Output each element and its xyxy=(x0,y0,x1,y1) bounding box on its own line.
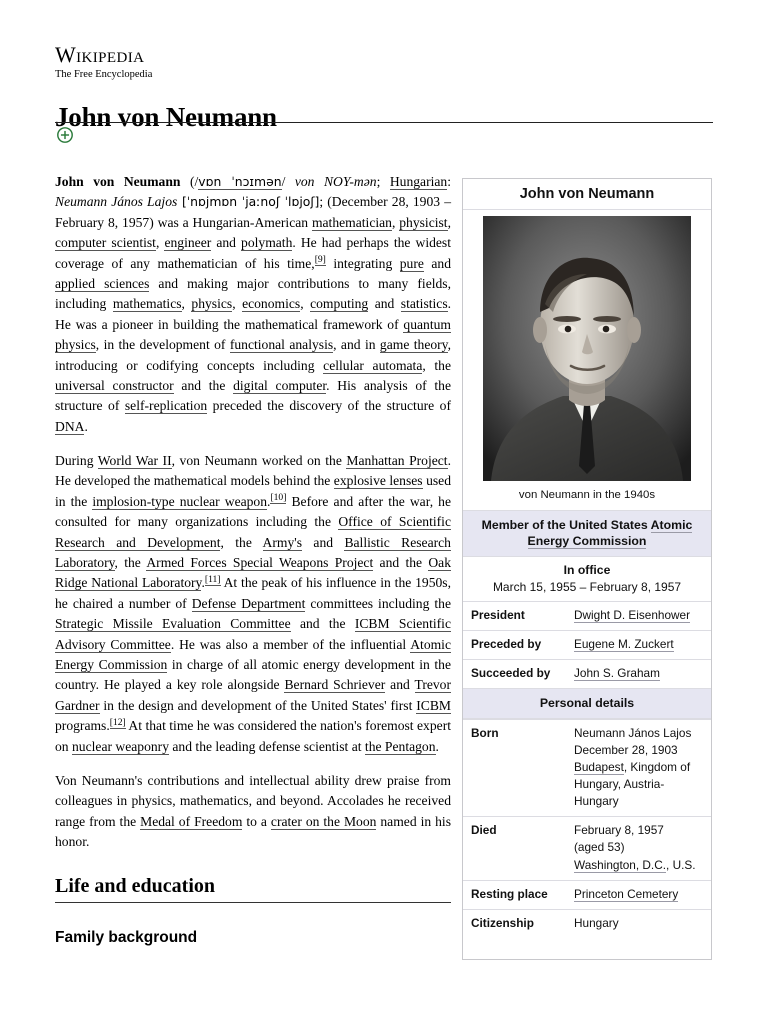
lead-introducing: , introducing or codifying concepts including xyxy=(55,337,451,373)
link-oak-ridge[interactable]: Oak Ridge National Laboratory xyxy=(55,555,451,591)
subject-name: John von Neumann xyxy=(55,174,181,189)
p2-atthattime: At that time he was considered the nation's foremost expert on xyxy=(55,718,451,754)
link-mathematician[interactable]: mathematician xyxy=(311,214,392,230)
portrait-photo[interactable] xyxy=(483,216,691,481)
lead-integrating: integrating xyxy=(325,255,400,271)
sep: , and in xyxy=(333,337,380,353)
page-title: John von Neumann xyxy=(55,102,277,133)
infobox-row-succeeded-by xyxy=(463,659,711,688)
p2-peak: At the peak of his influence in the 1950s, he chaired a number of xyxy=(55,575,451,611)
infobox-label-resting-place: Resting place xyxy=(471,886,548,901)
lead-analysis: . His analysis of the structure of xyxy=(55,377,452,414)
sep: and xyxy=(211,235,242,251)
sep: and the xyxy=(373,555,429,571)
subsection-heading-family-background: Family background xyxy=(55,928,198,946)
link-ballistic-research-laboratory[interactable]: Ballistic Research Laboratory xyxy=(55,534,451,571)
infobox-label-born: Born xyxy=(471,725,499,740)
link-functional-analysis[interactable]: functional analysis xyxy=(229,337,334,353)
sep: , xyxy=(232,296,243,312)
p2-during: During xyxy=(55,453,98,469)
infobox-row-president xyxy=(463,601,711,630)
infobox-title: John von Neumann xyxy=(463,179,711,210)
link-icbm[interactable]: ICBM xyxy=(416,697,451,713)
link-polymath[interactable]: polymath xyxy=(241,235,293,251)
lead-dates: ; (December 28, 1903 – February 8, 1957) was a Hungarian-American xyxy=(55,194,451,230)
lead-sep: ; xyxy=(376,174,390,189)
link-defense-department[interactable]: Defense Department xyxy=(191,595,306,611)
wikipedia-masthead xyxy=(55,44,455,81)
article-body xyxy=(55,172,451,947)
sep: and the xyxy=(290,616,355,632)
sep: and xyxy=(368,296,401,312)
link-explosive-lenses[interactable]: explosive lenses xyxy=(333,473,423,489)
link-world-war-ii[interactable]: World War II xyxy=(97,453,172,469)
infobox-bottom-spacer xyxy=(463,938,711,960)
infobox-value-citizenship: Hungary xyxy=(574,915,619,930)
link-quantum-physics[interactable]: quantum physics xyxy=(55,316,451,353)
link-bernard-schriever[interactable]: Bernard Schriever xyxy=(284,677,386,693)
link-crater-on-the-moon[interactable]: crater on the Moon xyxy=(270,813,377,829)
p2-developed: . He developed the mathematical models behind the xyxy=(55,453,451,489)
infobox-value-died xyxy=(570,817,711,879)
paragraph-accolades xyxy=(55,771,451,853)
sep: . xyxy=(267,493,271,509)
p3-text-c: named in his honor. xyxy=(55,813,451,850)
sep: , xyxy=(181,296,192,312)
sep: , the xyxy=(114,555,147,571)
link-computing[interactable]: computing xyxy=(310,296,369,312)
link-aec-infobox[interactable]: Atomic Energy Commission xyxy=(527,517,693,549)
link-engineer[interactable]: engineer xyxy=(164,235,212,251)
sep: and xyxy=(385,677,415,693)
link-princeton-cemetery[interactable]: Princeton Cemetery xyxy=(574,886,679,901)
died-age: (aged 53) xyxy=(574,840,625,855)
sep: , xyxy=(391,214,400,230)
p3-text-a: Von Neumann's contributions and intellectual ability drew praise from colleagues in physics, mathematics, and beyond. Accolades he received range from the xyxy=(55,772,451,829)
infobox-value-preceded-by xyxy=(570,631,711,659)
section-heading-life-and-education: Life and education xyxy=(55,875,451,903)
sep: and the xyxy=(173,377,234,393)
infobox-in-office-label: In office xyxy=(563,563,611,578)
p2-committees: committees including the xyxy=(305,595,451,611)
died-place-rest: , U.S. xyxy=(666,857,696,872)
born-name: Neumann János Lajos xyxy=(574,725,692,740)
lead-contributions: and making major contributions to many fields, including xyxy=(55,275,451,312)
p2-usedin: used in the xyxy=(55,473,452,509)
link-washington-dc[interactable]: Washington, D.C. xyxy=(574,857,667,872)
infobox-label-president: President xyxy=(471,608,525,623)
infobox-label-succeeded-by: Succeeded by xyxy=(471,666,551,681)
link-manhattan-project[interactable]: Manhattan Project xyxy=(346,453,448,469)
lead-text-after-occupations: . He had perhaps the widest coverage of any mathematician of his time, xyxy=(55,235,452,271)
title-divider xyxy=(55,122,713,123)
reference-10[interactable]: [10] xyxy=(270,492,287,504)
link-applied-sciences[interactable]: applied sciences xyxy=(55,275,150,291)
link-icbm-sac[interactable]: ICBM Scientific Advisory Committee xyxy=(55,616,451,652)
sep: to a xyxy=(242,813,271,829)
link-self-replication[interactable]: self-replication xyxy=(124,398,208,414)
born-date: December 28, 1903 xyxy=(574,742,678,757)
sep: . xyxy=(84,418,88,434)
lead-slash: / xyxy=(281,174,295,189)
link-universal-constructor[interactable]: universal constructor xyxy=(55,377,174,393)
hungarian-language-link[interactable]: Hungarian xyxy=(389,174,448,189)
lead-colon: : xyxy=(447,174,451,189)
lead-preceded: preceded the discovery of the structure of xyxy=(207,398,451,414)
link-pure-sciences[interactable]: pure xyxy=(399,255,424,271)
sep: , the xyxy=(220,534,263,550)
infobox-value-succeeded-by xyxy=(570,660,711,688)
p2-member: . He was also a member of the influential xyxy=(170,636,411,652)
link-dwight-eisenhower[interactable]: Dwight D. Eisenhower xyxy=(574,608,691,623)
infobox-value-born xyxy=(570,720,711,816)
born-place-rest: , Kingdom of Hungary, Austria-Hungary xyxy=(574,760,691,809)
link-medal-of-freedom[interactable]: Medal of Freedom xyxy=(140,813,243,829)
link-economics[interactable]: economics xyxy=(242,296,301,312)
ipa-english[interactable]: vɒn ˈnɔɪmən xyxy=(198,174,282,189)
link-physicist[interactable]: physicist xyxy=(399,214,448,230)
infobox-label-citizenship: Citizenship xyxy=(471,915,534,930)
sep: , xyxy=(447,214,451,230)
link-afswp[interactable]: Armed Forces Special Weapons Project xyxy=(146,555,374,571)
link-mathematics[interactable]: mathematics xyxy=(112,296,182,312)
link-statistics[interactable]: statistics xyxy=(400,296,448,312)
sep: . xyxy=(201,575,205,591)
reference-12[interactable]: [12] xyxy=(109,716,126,728)
sep: and xyxy=(423,255,452,271)
link-computer-scientist[interactable]: computer scientist xyxy=(55,235,156,251)
link-smec[interactable]: Strategic Missile Evaluation Committee xyxy=(55,616,291,632)
link-physics[interactable]: physics xyxy=(191,296,233,312)
respelling: von NOY-mən xyxy=(294,174,377,189)
sep: , xyxy=(300,296,311,312)
link-game-theory[interactable]: game theory xyxy=(379,337,448,353)
infobox-row-preceded-by xyxy=(463,630,711,659)
plus-circle-icon[interactable] xyxy=(56,126,74,144)
p2-design: in the design and development of the United States' first xyxy=(99,697,417,713)
link-dna[interactable]: DNA xyxy=(55,418,85,434)
sep: . xyxy=(435,738,439,754)
link-army[interactable]: Army's xyxy=(262,534,303,550)
died-date: February 8, 1957 xyxy=(574,823,664,838)
link-implosion-weapon[interactable]: implosion-type nuclear weapon xyxy=(92,493,268,509)
infobox-label-preceded-by: Preceded by xyxy=(471,637,542,652)
lead-paragraph xyxy=(55,172,451,437)
hungarian-name: Neumann János Lajos xyxy=(55,194,178,210)
link-pentagon[interactable]: the Pentagon xyxy=(364,738,436,754)
infobox-value-resting-place xyxy=(570,881,711,909)
infobox-in-office-dates: March 15, 1955 – February 8, 1957 xyxy=(492,580,682,595)
infobox xyxy=(462,178,712,960)
link-nuclear-weaponry[interactable]: nuclear weaponry xyxy=(72,738,169,754)
sep: , the xyxy=(422,357,452,373)
p2-before-after: Before and after the war, he consulted for many organizations including the xyxy=(55,493,451,530)
infobox-row-died xyxy=(463,816,711,879)
p2-leading: and the leading defense scientist at xyxy=(169,738,365,754)
link-cellular-automata[interactable]: cellular automata xyxy=(323,357,423,373)
sep: , in the development of xyxy=(95,337,230,353)
infobox-image-caption: von Neumann in the 1940s xyxy=(518,489,656,501)
lead-paren-open: (/ xyxy=(180,174,199,189)
sep-space: and xyxy=(302,534,345,550)
infobox-image-container xyxy=(463,210,711,483)
paragraph-wwii xyxy=(55,451,451,757)
lead-pioneer: . He was a pioneer in building the mathematical framework of xyxy=(55,296,452,332)
link-trevor-gardner[interactable]: Trevor Gardner xyxy=(55,677,452,713)
office-band-prefix: Member of the United States xyxy=(481,517,651,532)
infobox-personal-details-band: Personal details xyxy=(463,688,711,719)
reference-9[interactable]: [9] xyxy=(314,254,326,266)
link-budapest[interactable]: Budapest xyxy=(574,760,624,775)
sep: , xyxy=(155,235,165,251)
reference-11[interactable]: [11] xyxy=(204,573,221,585)
wikipedia-tagline: The Free Encyclopedia xyxy=(55,69,153,80)
link-john-s-graham[interactable]: John S. Graham xyxy=(574,666,660,681)
wikipedia-wordmark: Wikipedia xyxy=(55,42,145,67)
p2-worked: , von Neumann worked on the xyxy=(171,453,347,469)
infobox-label-died: Died xyxy=(471,823,497,838)
ipa-hungarian: [ˈnɒjmɒn ˈjaːnoʃ ˈlɒjoʃ] xyxy=(177,194,320,210)
infobox-row-citizenship xyxy=(463,909,711,938)
infobox-row-born xyxy=(463,719,711,816)
p2-incharge: in charge of all atomic energy development in the country. He played a key role alongside xyxy=(55,656,452,693)
link-eugene-zuckert[interactable]: Eugene M. Zuckert xyxy=(574,637,674,652)
link-atomic-energy-commission[interactable]: Atomic Energy Commission xyxy=(55,636,451,672)
infobox-value-president xyxy=(570,602,711,630)
link-osrd[interactable]: Office of Scientific Research and Development xyxy=(55,514,451,550)
p2-programs: programs. xyxy=(55,718,110,734)
infobox-office-band xyxy=(463,510,711,557)
infobox-row-resting-place xyxy=(463,880,711,909)
link-digital-computer[interactable]: digital computer xyxy=(233,377,327,393)
